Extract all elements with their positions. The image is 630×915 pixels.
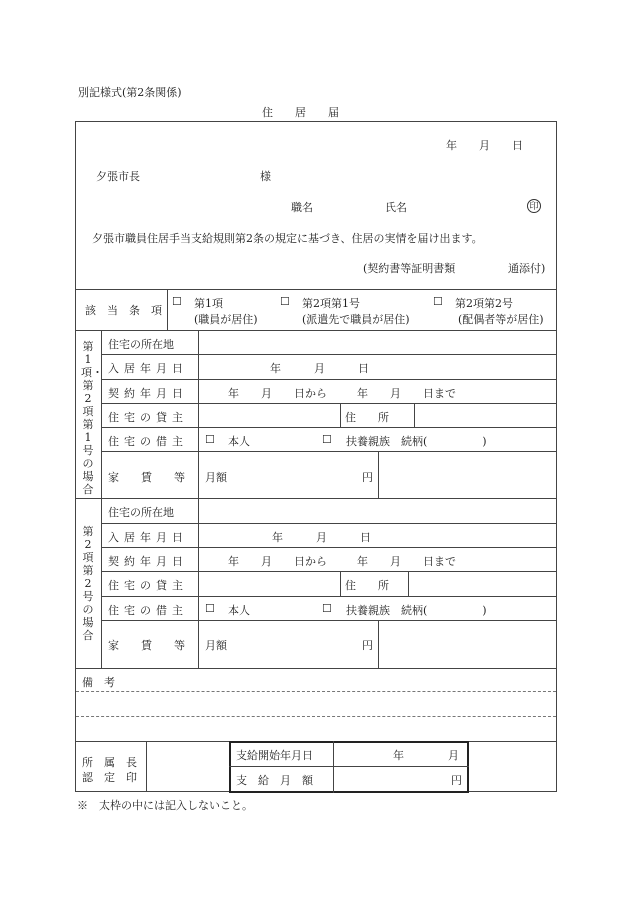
s2-lessor-label: 住宅の貸主 xyxy=(108,579,188,592)
s2-self-checkbox[interactable]: ☐ xyxy=(205,602,215,615)
option-3-note: (配偶者等が居住) xyxy=(458,313,544,326)
start-date-label: 支給開始年月日 xyxy=(236,749,313,762)
job-title-label: 職名 xyxy=(291,201,313,214)
s2-lessee-label: 住宅の借主 xyxy=(108,604,188,617)
s1-rent-label: 家 賃 等 xyxy=(108,471,185,484)
s1-contract-to: 年 月 日まで xyxy=(357,387,456,400)
statement-text: 夕張市職員住居手当支給規則第2条の規定に基づき、住居の実情を届け出ます。 xyxy=(92,232,483,245)
s1-move-in-label: 入居年月日 xyxy=(108,362,188,375)
addressee: 夕張市長 xyxy=(96,170,140,183)
name-label: 氏名 xyxy=(385,201,407,214)
s1-location-label: 住宅の所在地 xyxy=(108,338,174,351)
s1-lessee-label: 住宅の借主 xyxy=(108,435,188,448)
s2-self-label: 本人 xyxy=(228,604,250,617)
option-2-note: (派遣先で職員が居住) xyxy=(302,313,410,326)
remarks-label: 備 考 xyxy=(82,676,115,689)
s2-move-in-label: 入居年月日 xyxy=(108,531,188,544)
option-2-checkbox[interactable]: ☐ xyxy=(280,295,290,308)
form-title: 住 居 届 xyxy=(262,106,339,119)
monthly-amount-yen: 円 xyxy=(451,774,462,787)
s1-yen-label: 円 xyxy=(362,471,373,484)
attachment-right: 通添付) xyxy=(508,262,546,275)
s2-contract-from: 年 月 日から xyxy=(228,555,327,568)
s1-move-in-date: 年 月 日 xyxy=(270,362,369,375)
option-1-checkbox[interactable]: ☐ xyxy=(172,295,182,308)
option-1-title: 第1項 xyxy=(194,297,223,310)
s1-lessor-label: 住宅の貸主 xyxy=(108,411,188,424)
attachment-left: (契約書等証明書類 xyxy=(363,262,456,275)
s2-dependent-checkbox[interactable]: ☐ xyxy=(322,602,332,615)
dept-head-label-2: 認 定 印 xyxy=(82,771,137,784)
s2-contract-to: 年 月 日まで xyxy=(357,555,456,568)
honorific: 様 xyxy=(260,170,271,183)
s1-contract-from: 年 月 日から xyxy=(228,387,327,400)
option-2-title: 第2項第1号 xyxy=(302,297,360,310)
option-3-checkbox[interactable]: ☐ xyxy=(433,295,443,308)
submission-date: 年 月 日 xyxy=(446,139,523,152)
section-1-side-label: 第1項・第2項第1号の場合 xyxy=(81,340,103,496)
option-1-note: (職員が居住) xyxy=(194,313,258,326)
dept-head-label-1: 所 属 長 xyxy=(82,756,137,769)
s2-contract-label: 契約年月日 xyxy=(108,555,188,568)
form-label: 別記様式(第2条関係) xyxy=(78,86,182,99)
start-date-value: 年 月 xyxy=(393,749,459,762)
s1-self-label: 本人 xyxy=(228,435,250,448)
s2-monthly-label: 月額 xyxy=(205,639,227,652)
s1-monthly-label: 月額 xyxy=(205,471,227,484)
s2-dependent-label: 扶養親族 続柄( ) xyxy=(346,604,487,617)
s2-yen-label: 円 xyxy=(362,639,373,652)
s1-dependent-checkbox[interactable]: ☐ xyxy=(322,433,332,446)
s2-rent-label: 家 賃 等 xyxy=(108,639,185,652)
applicable-clause-label: 該 当 条 項 xyxy=(85,304,162,317)
section-2-side-label: 第2項第2号の場合 xyxy=(82,525,94,642)
s1-self-checkbox[interactable]: ☐ xyxy=(205,433,215,446)
option-3-title: 第2項第2号 xyxy=(455,297,513,310)
s1-contract-label: 契約年月日 xyxy=(108,387,188,400)
s1-address-label: 住 所 xyxy=(345,411,389,424)
s2-location-label: 住宅の所在地 xyxy=(108,506,174,519)
monthly-amount-label: 支 給 月 額 xyxy=(236,774,313,787)
footnote: ※ 太枠の中には記入しないこと。 xyxy=(77,799,253,812)
seal-icon: 印 xyxy=(527,199,541,213)
s1-dependent-label: 扶養親族 続柄( ) xyxy=(346,435,487,448)
s2-address-label: 住 所 xyxy=(345,579,389,592)
s2-move-in-date: 年 月 日 xyxy=(272,531,371,544)
